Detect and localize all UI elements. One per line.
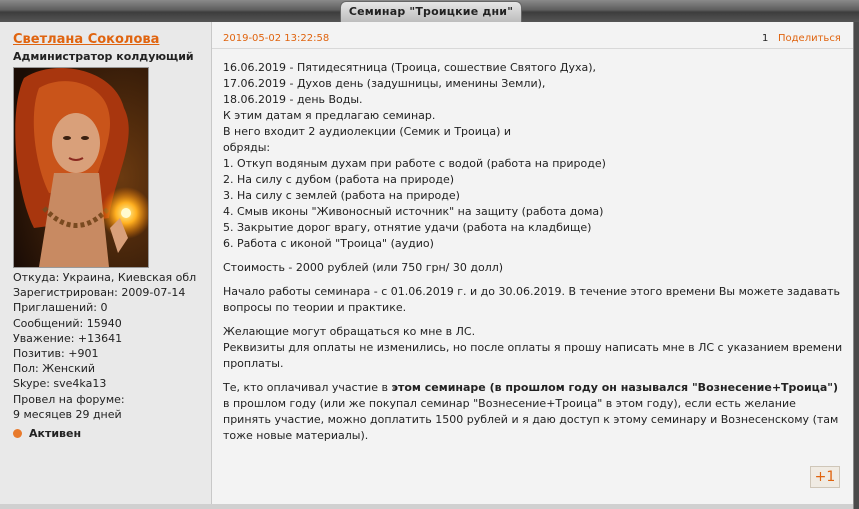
author-info-line: Skype: sve4ka13 — [13, 377, 107, 391]
avatar-image — [14, 68, 148, 267]
post-number: 1 — [762, 33, 769, 44]
author-info-line: Приглашений: 0 — [13, 301, 108, 315]
author-info-line: Сообщений: 15940 — [13, 316, 122, 330]
author-info-line: 9 месяцев 29 дней — [13, 407, 122, 421]
author-panel — [0, 22, 212, 504]
post-line: В него входит 2 аудиолекции (Семик и Троица) и — [223, 125, 512, 138]
post-line: 4. Смыв иконы "Живоносный источник" на защиту (работа дома) — [223, 205, 604, 218]
author-info — [13, 270, 196, 422]
post-line: 5. Закрытие дорог врагу, отнятие удачи (работа на кладбище) — [223, 221, 592, 234]
post-panel — [212, 22, 853, 504]
author-info-line: Уважение: +13641 — [13, 331, 123, 345]
post-line: 17.06.2019 - Духов день (задушницы, именины Земли), — [223, 77, 546, 90]
post-line: 18.06.2019 - день Воды. — [223, 93, 363, 106]
author-info-line: Зарегистрирован: 2009-07-14 — [13, 286, 186, 300]
author-info-line: Позитив: +901 — [13, 347, 99, 361]
post-frame — [0, 22, 854, 509]
share-link[interactable]: Поделиться — [778, 33, 841, 44]
post-line: 1. Откуп водяным духам при работе с водой (работа на природе) — [223, 157, 606, 170]
post-line: 16.06.2019 - Пятидесятница (Троица, сошествие Святого Духа), — [223, 61, 597, 74]
post-line: обряды: — [223, 141, 271, 154]
post-text: Те, кто оплачивал участие в — [223, 381, 392, 394]
post-line: 2. На силу с дубом (работа на природе) — [223, 173, 455, 186]
post-bold-text: этом семинаре (в прошлом году он назывался "Вознесение+Троица") — [391, 381, 839, 394]
post-line: 3. На силу с землей (работа на природе) — [223, 189, 460, 202]
post-body — [223, 60, 843, 452]
post-date-link[interactable]: 2019-05-02 13:22:58 — [223, 33, 330, 44]
author-name-link[interactable]: Светлана Соколова — [13, 32, 160, 47]
author-info-line: Пол: Женский — [13, 362, 96, 376]
plus-one-button[interactable]: +1 — [810, 466, 840, 488]
post-start: Начало работы семинара - с 01.06.2019 г. и до 30.06.2019. В течение этого времени Вы можете задавать вопросы по теории и практике. — [223, 285, 841, 314]
post-price: Стоимость - 2000 рублей (или 750 грн/ 30 долл) — [223, 261, 504, 274]
post-line: 6. Работа с иконой "Троица" (аудио) — [223, 237, 434, 250]
post-line: Желающие могут обращаться ко мне в ЛС. — [223, 325, 476, 338]
topic-title: Семинар "Троицкие дни" — [340, 1, 522, 22]
status-label: Активен — [29, 427, 82, 440]
post-line: Реквизиты для оплаты не изменились, но после оплаты я прошу написать мне в ЛС с указанием времени проплаты. — [223, 341, 843, 370]
author-role: Администратор колдующий — [13, 50, 194, 63]
post-line: К этим датам я предлагаю семинар. — [223, 109, 436, 122]
author-info-line: Откуда: Украина, Киевская обл — [13, 271, 197, 284]
avatar — [13, 67, 149, 268]
post-contact — [223, 324, 843, 372]
post-last-paragraph — [223, 380, 843, 444]
post-bottom-border — [0, 504, 853, 509]
post-paragraph — [223, 60, 843, 252]
author-info-line: Провел на форуме: — [13, 392, 125, 406]
post-text: в прошлом году (или же покупал семинар "Вознесение+Троица" в этом году), если есть желание принять участие, можно доплатить 1500 рублей и я даю доступ к этому семинару и Вознесенскому (там тоже новые материалы). — [223, 397, 839, 442]
post-header — [212, 30, 853, 49]
window-titlebar — [0, 0, 859, 22]
status-dot-icon — [13, 429, 22, 438]
online-status — [13, 427, 81, 440]
